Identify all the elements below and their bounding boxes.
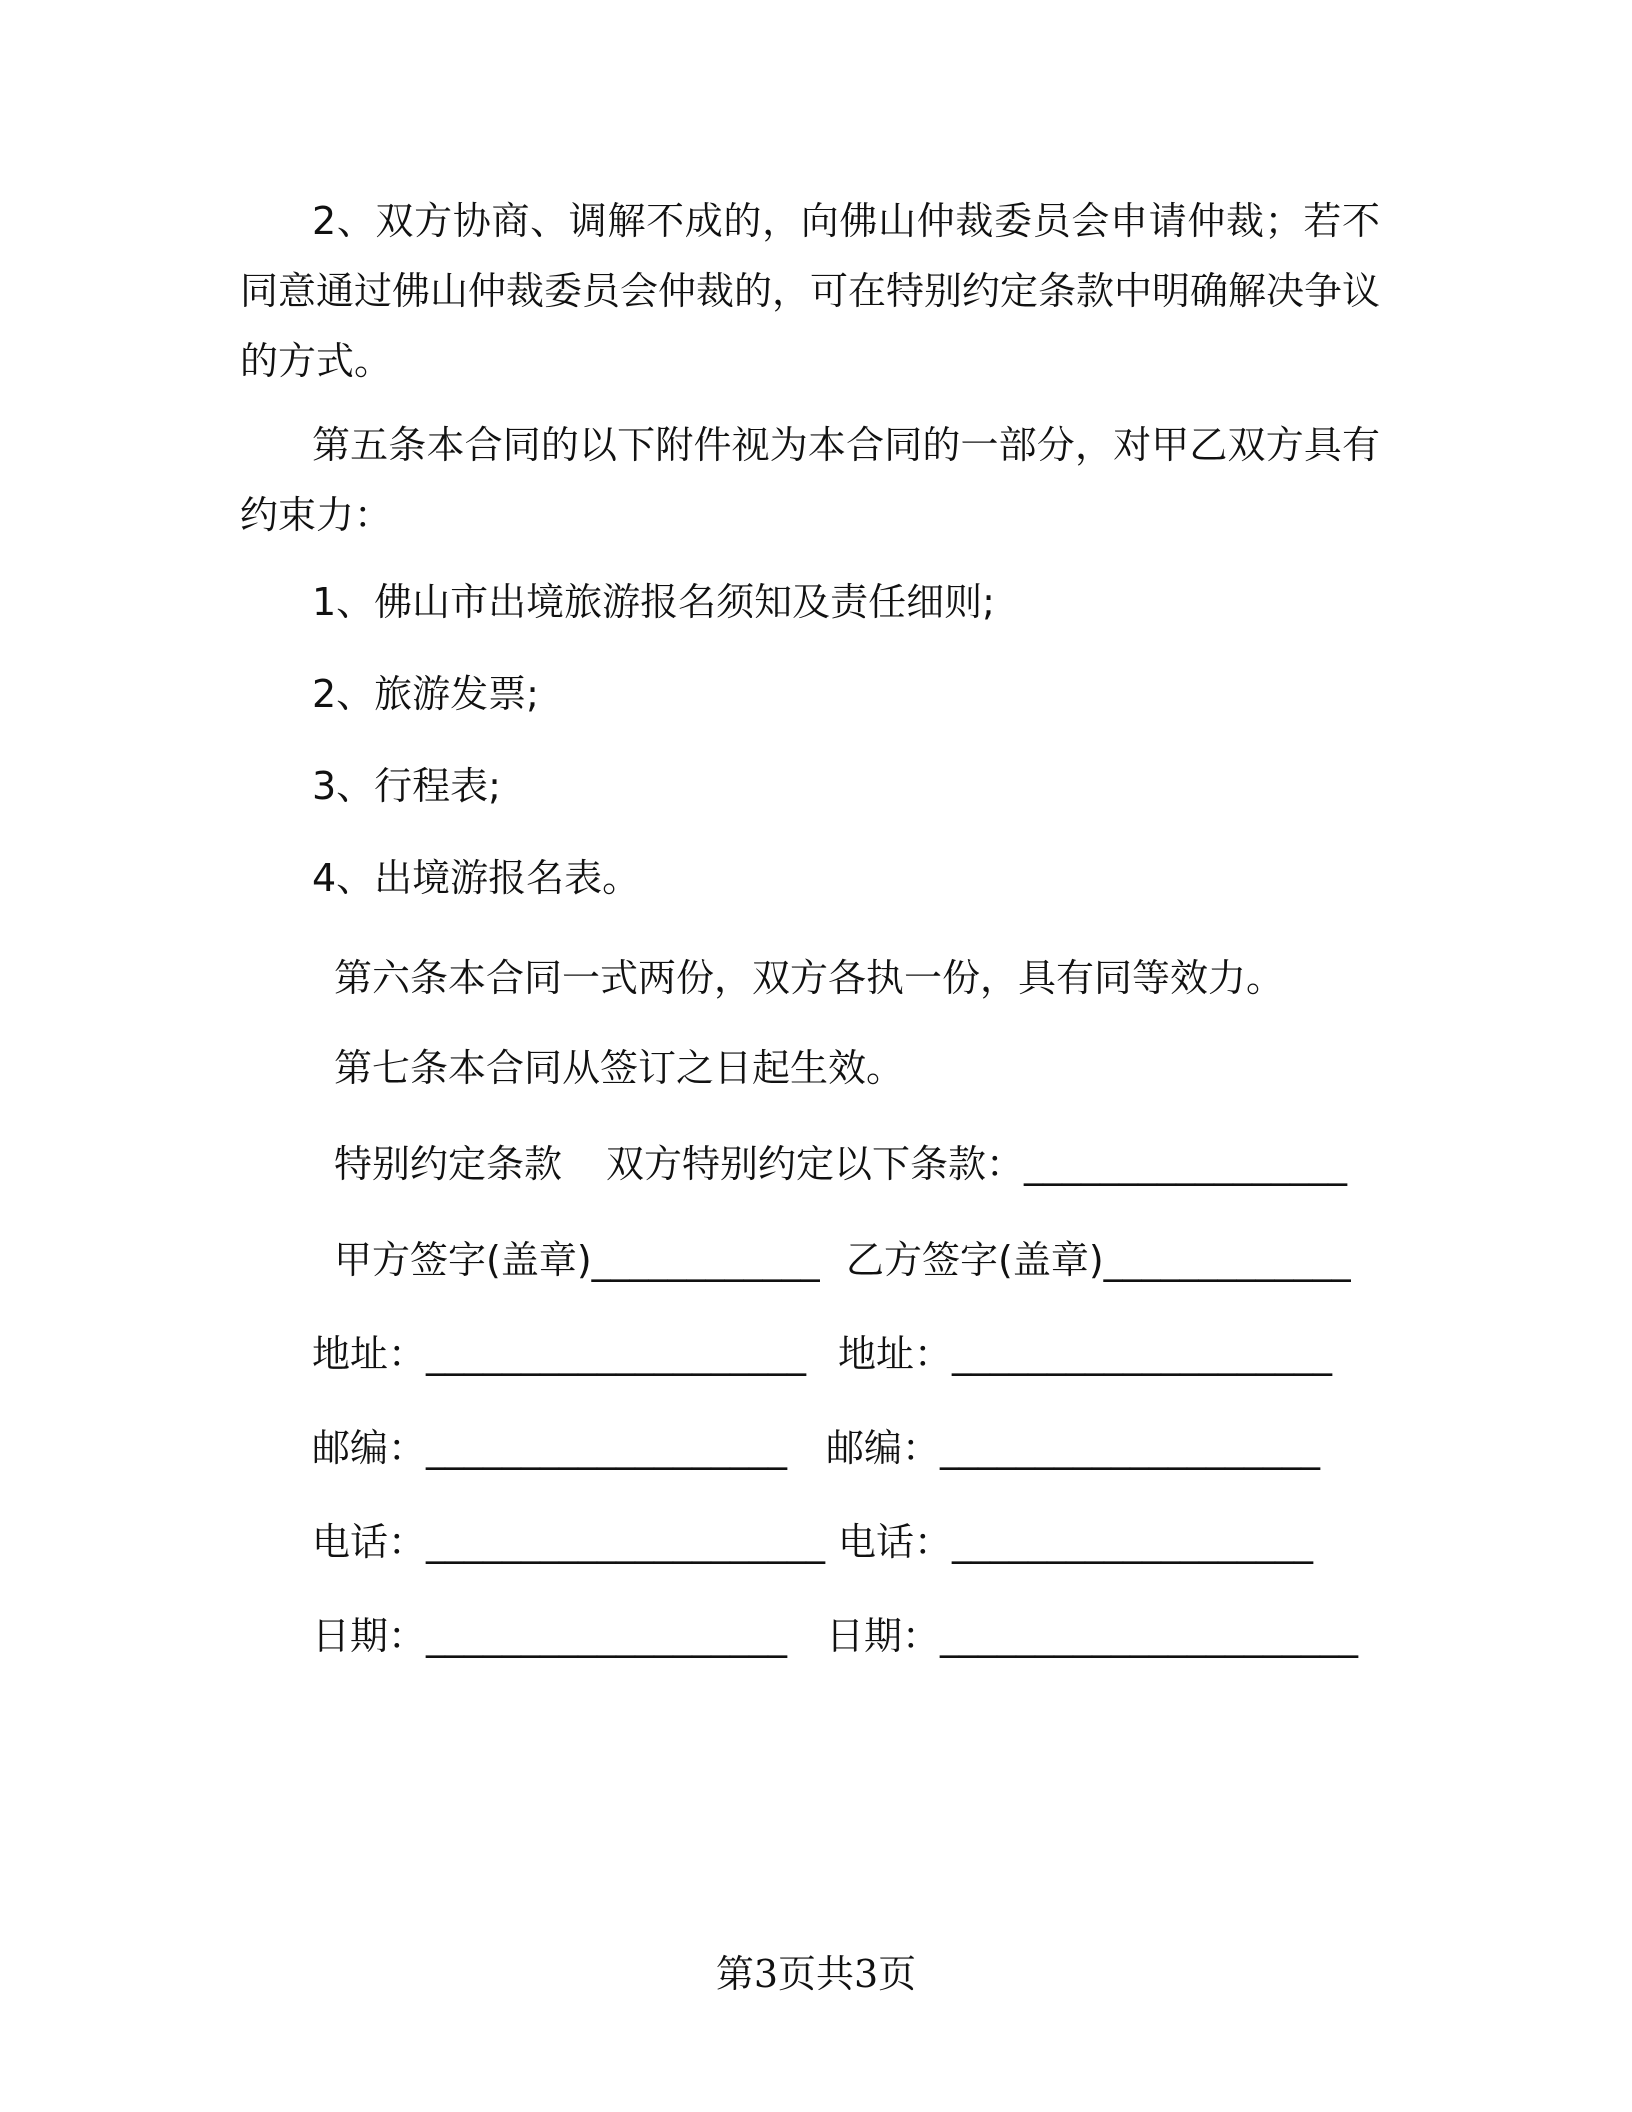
special-terms-heading: 特别约定条款 <box>334 1142 563 1186</box>
attachment-item-2: 2、旅游发票; <box>312 672 539 716</box>
party-b-date: 日期：______________________ <box>826 1614 1359 1658</box>
party-a-postcode: 邮编：___________________ <box>312 1426 788 1470</box>
party-b-phone: 电话：___________________ <box>838 1520 1314 1564</box>
attachment-item-4: 4、出境游报名表。 <box>312 856 641 900</box>
party-b-address: 地址：____________________ <box>838 1332 1333 1376</box>
attachment-item-1: 1、佛山市出境旅游报名须知及责任细则; <box>312 580 995 624</box>
article6-text: 第六条本合同一式两份，双方各执一份，具有同等效力。 <box>334 956 1285 1000</box>
party-a-date: 日期：___________________ <box>312 1614 788 1658</box>
paragraph-dispute-resolution: 2、双方协商、调解不成的，向佛山仲裁委员会申请仲裁；若不同意通过佛山仲裁委员会仲裁的，可在特别约定条款中明确解决争议的方式。 <box>240 199 1381 383</box>
party-b-signature: 乙方签字(盖章)_____________ <box>846 1238 1351 1282</box>
attachment-item-3: 3、行程表; <box>312 764 501 808</box>
party-b-postcode: 邮编：____________________ <box>826 1426 1321 1470</box>
article7-text: 第七条本合同从签订之日起生效。 <box>334 1046 905 1090</box>
party-a-signature: 甲方签字(盖章)____________ <box>334 1238 820 1282</box>
page-number-footer: 第3页共3页 <box>715 1952 917 1996</box>
party-a-phone: 电话：_____________________ <box>312 1520 826 1564</box>
party-a-address: 地址：____________________ <box>312 1332 807 1376</box>
special-terms-text: 双方特别约定以下条款：_________________ <box>606 1142 1348 1186</box>
paragraph-article5: 第五条本合同的以下附件视为本合同的一部分，对甲乙双方具有约束力： <box>240 423 1380 537</box>
